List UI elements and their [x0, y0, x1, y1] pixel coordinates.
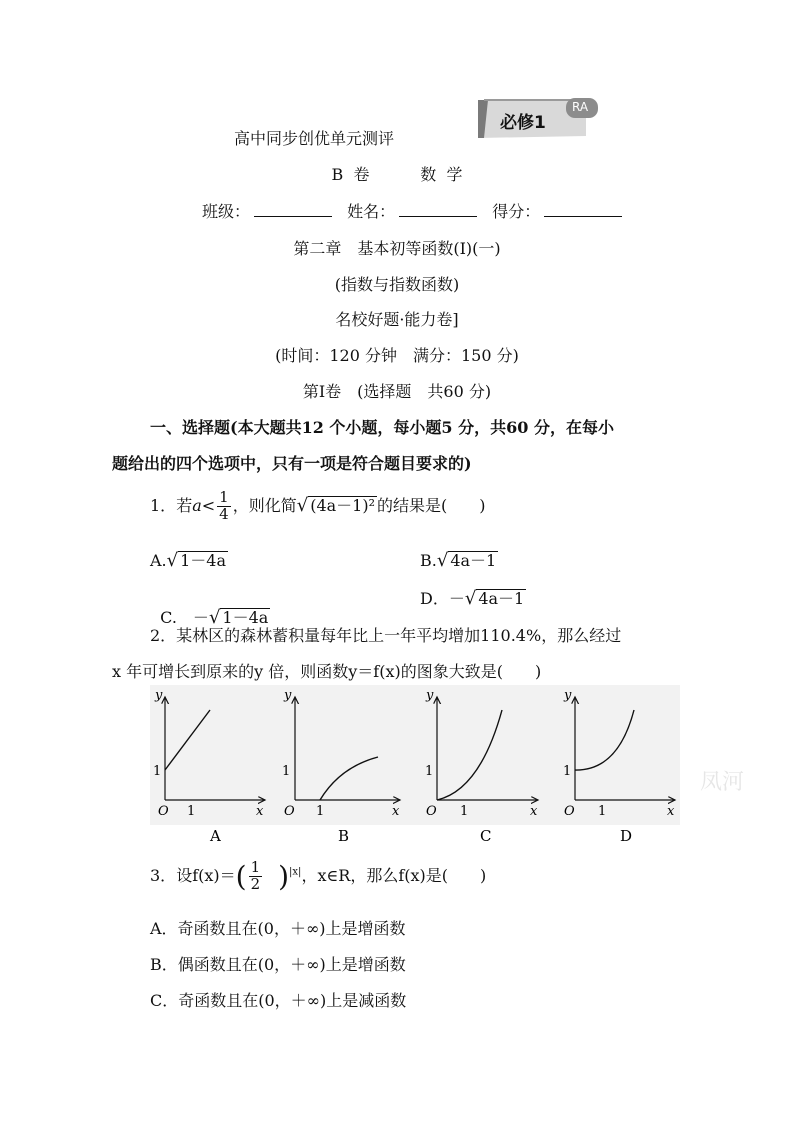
- time-line: (时间：120 分钟 满分：150 分): [275, 346, 519, 365]
- paper-line: B 卷 数 学: [331, 165, 463, 184]
- chapter-label: 名校好题·能力卷]: [335, 310, 459, 329]
- question-1: [150, 490, 486, 523]
- question-3: [150, 860, 486, 893]
- q3-option-c[interactable]: C．奇函数且在(0，＋∞)上是减函数: [150, 991, 407, 1010]
- graph-b-caption: B: [338, 827, 350, 845]
- q2-line-2: x 年可增长到原来的y 倍，则函数y＝f(x)的图象大致是( ): [112, 662, 542, 681]
- radical-icon: √: [208, 607, 221, 628]
- part-title: 第Ⅰ卷 (选择题 共60 分): [302, 382, 492, 401]
- score-field[interactable]: [544, 202, 622, 217]
- graph-a-y-tick: 1: [153, 764, 162, 779]
- badge-text: 必修1: [500, 113, 546, 133]
- textbook-badge: [474, 96, 600, 142]
- graph-d-x-tick: 1: [598, 804, 607, 819]
- graph-d-y-label: y: [564, 688, 572, 703]
- graph-c-x-tick: 1: [460, 804, 469, 819]
- q1-d-label: D．－: [420, 589, 465, 608]
- q1-option-b[interactable]: [420, 550, 498, 571]
- q1-lt: <: [201, 495, 216, 515]
- badge-tag: RA: [572, 100, 589, 114]
- q1-number: 1．: [150, 495, 177, 515]
- radical-icon: √: [166, 550, 179, 571]
- graph-c-x-label: x: [530, 804, 538, 819]
- q3-fraction: [249, 860, 263, 893]
- graph-c-y-tick: 1: [425, 764, 434, 779]
- q1-frac-den: 4: [219, 504, 229, 523]
- graph-d-caption: D: [620, 827, 633, 845]
- q3-number: 3．: [150, 866, 177, 885]
- q3-option-b[interactable]: B．偶函数且在(0，＋∞)上是增函数: [150, 955, 406, 974]
- graph-a-x-label: x: [256, 804, 264, 819]
- graph-d-y-tick: 1: [563, 764, 572, 779]
- q1-a-expr: 1－4a: [180, 551, 227, 570]
- q3-exponent: |x|: [289, 866, 302, 878]
- q2-line-1: 2．某林区的森林蓄积量每年比上一年平均增加110.4%，那么经过: [150, 626, 622, 645]
- q1-fraction: [217, 490, 231, 523]
- class-label: 班级：: [202, 202, 251, 221]
- graph-a-caption: A: [210, 827, 221, 845]
- q1-frac-num: 1: [219, 488, 229, 506]
- radical-icon: √: [296, 494, 309, 516]
- q1-option-a[interactable]: [150, 550, 228, 571]
- q1-option-d[interactable]: [420, 586, 526, 609]
- q1-mid: ，则化简: [232, 495, 297, 515]
- q1-d-expr: 4a－1: [478, 589, 525, 608]
- radical-icon: √: [436, 550, 449, 571]
- q1-c-expr: 1－4a: [222, 608, 269, 627]
- graph-b-x-label: x: [392, 804, 400, 819]
- q1-radicand: (4a－1)²: [310, 495, 376, 515]
- graph-a-x-tick: 1: [187, 804, 196, 819]
- q3-frac-num: 1: [250, 858, 261, 877]
- section-heading-2: 题给出的四个选项中，只有一项是符合题目要求的): [112, 454, 472, 473]
- graph-a-origin: O: [158, 804, 169, 819]
- right-paren-icon: ): [278, 860, 290, 893]
- q2-graphs: [150, 685, 680, 845]
- graph-d-origin: O: [564, 804, 575, 819]
- graph-b-y-label: y: [284, 688, 292, 703]
- graph-c-y-label: y: [426, 688, 434, 703]
- section-heading-1: 一、选择题(本大题共12 个小题，每小题5 分，共60 分，在每小: [150, 418, 614, 437]
- q1-option-c[interactable]: [150, 586, 270, 628]
- class-field[interactable]: [254, 202, 332, 217]
- name-field[interactable]: [399, 202, 477, 217]
- graph-c-caption: C: [480, 827, 492, 845]
- graph-b-x-tick: 1: [316, 804, 325, 819]
- graph-b-origin: O: [284, 804, 295, 819]
- q1-c-label: C. －: [160, 608, 209, 627]
- graph-d-x-label: x: [667, 804, 675, 819]
- graph-b-y-tick: 1: [282, 764, 291, 779]
- q1-b-label: B.: [420, 551, 437, 570]
- q3-lead: 设f(x)＝: [176, 866, 236, 885]
- graph-a-y-label: y: [155, 688, 163, 703]
- graph-c-origin: O: [426, 804, 437, 819]
- info-line: [202, 199, 626, 222]
- radical-icon: √: [464, 588, 477, 609]
- q1-a-label: A.: [150, 551, 167, 570]
- q1-tail: 的结果是( ): [377, 495, 486, 515]
- q3-option-a[interactable]: A．奇函数且在(0，＋∞)上是增函数: [150, 919, 406, 938]
- chapter-title: 第二章 基本初等函数(Ⅰ)(一): [293, 239, 501, 258]
- q1-var: a: [192, 495, 202, 515]
- q1-b-expr: 4a－1: [450, 551, 497, 570]
- watermark: 凤河: [700, 770, 745, 795]
- series-title: 高中同步创优单元测评: [234, 129, 395, 148]
- name-label: 姓名：: [347, 202, 396, 221]
- q3-frac-den: 2: [250, 875, 261, 893]
- left-paren-icon: (: [235, 860, 247, 893]
- chapter-subtitle: (指数与指数函数): [334, 275, 460, 294]
- q3-tail: ，x∈R，那么f(x)是( ): [301, 866, 487, 885]
- score-label: 得分：: [492, 202, 541, 221]
- q1-lead: 若: [176, 495, 193, 515]
